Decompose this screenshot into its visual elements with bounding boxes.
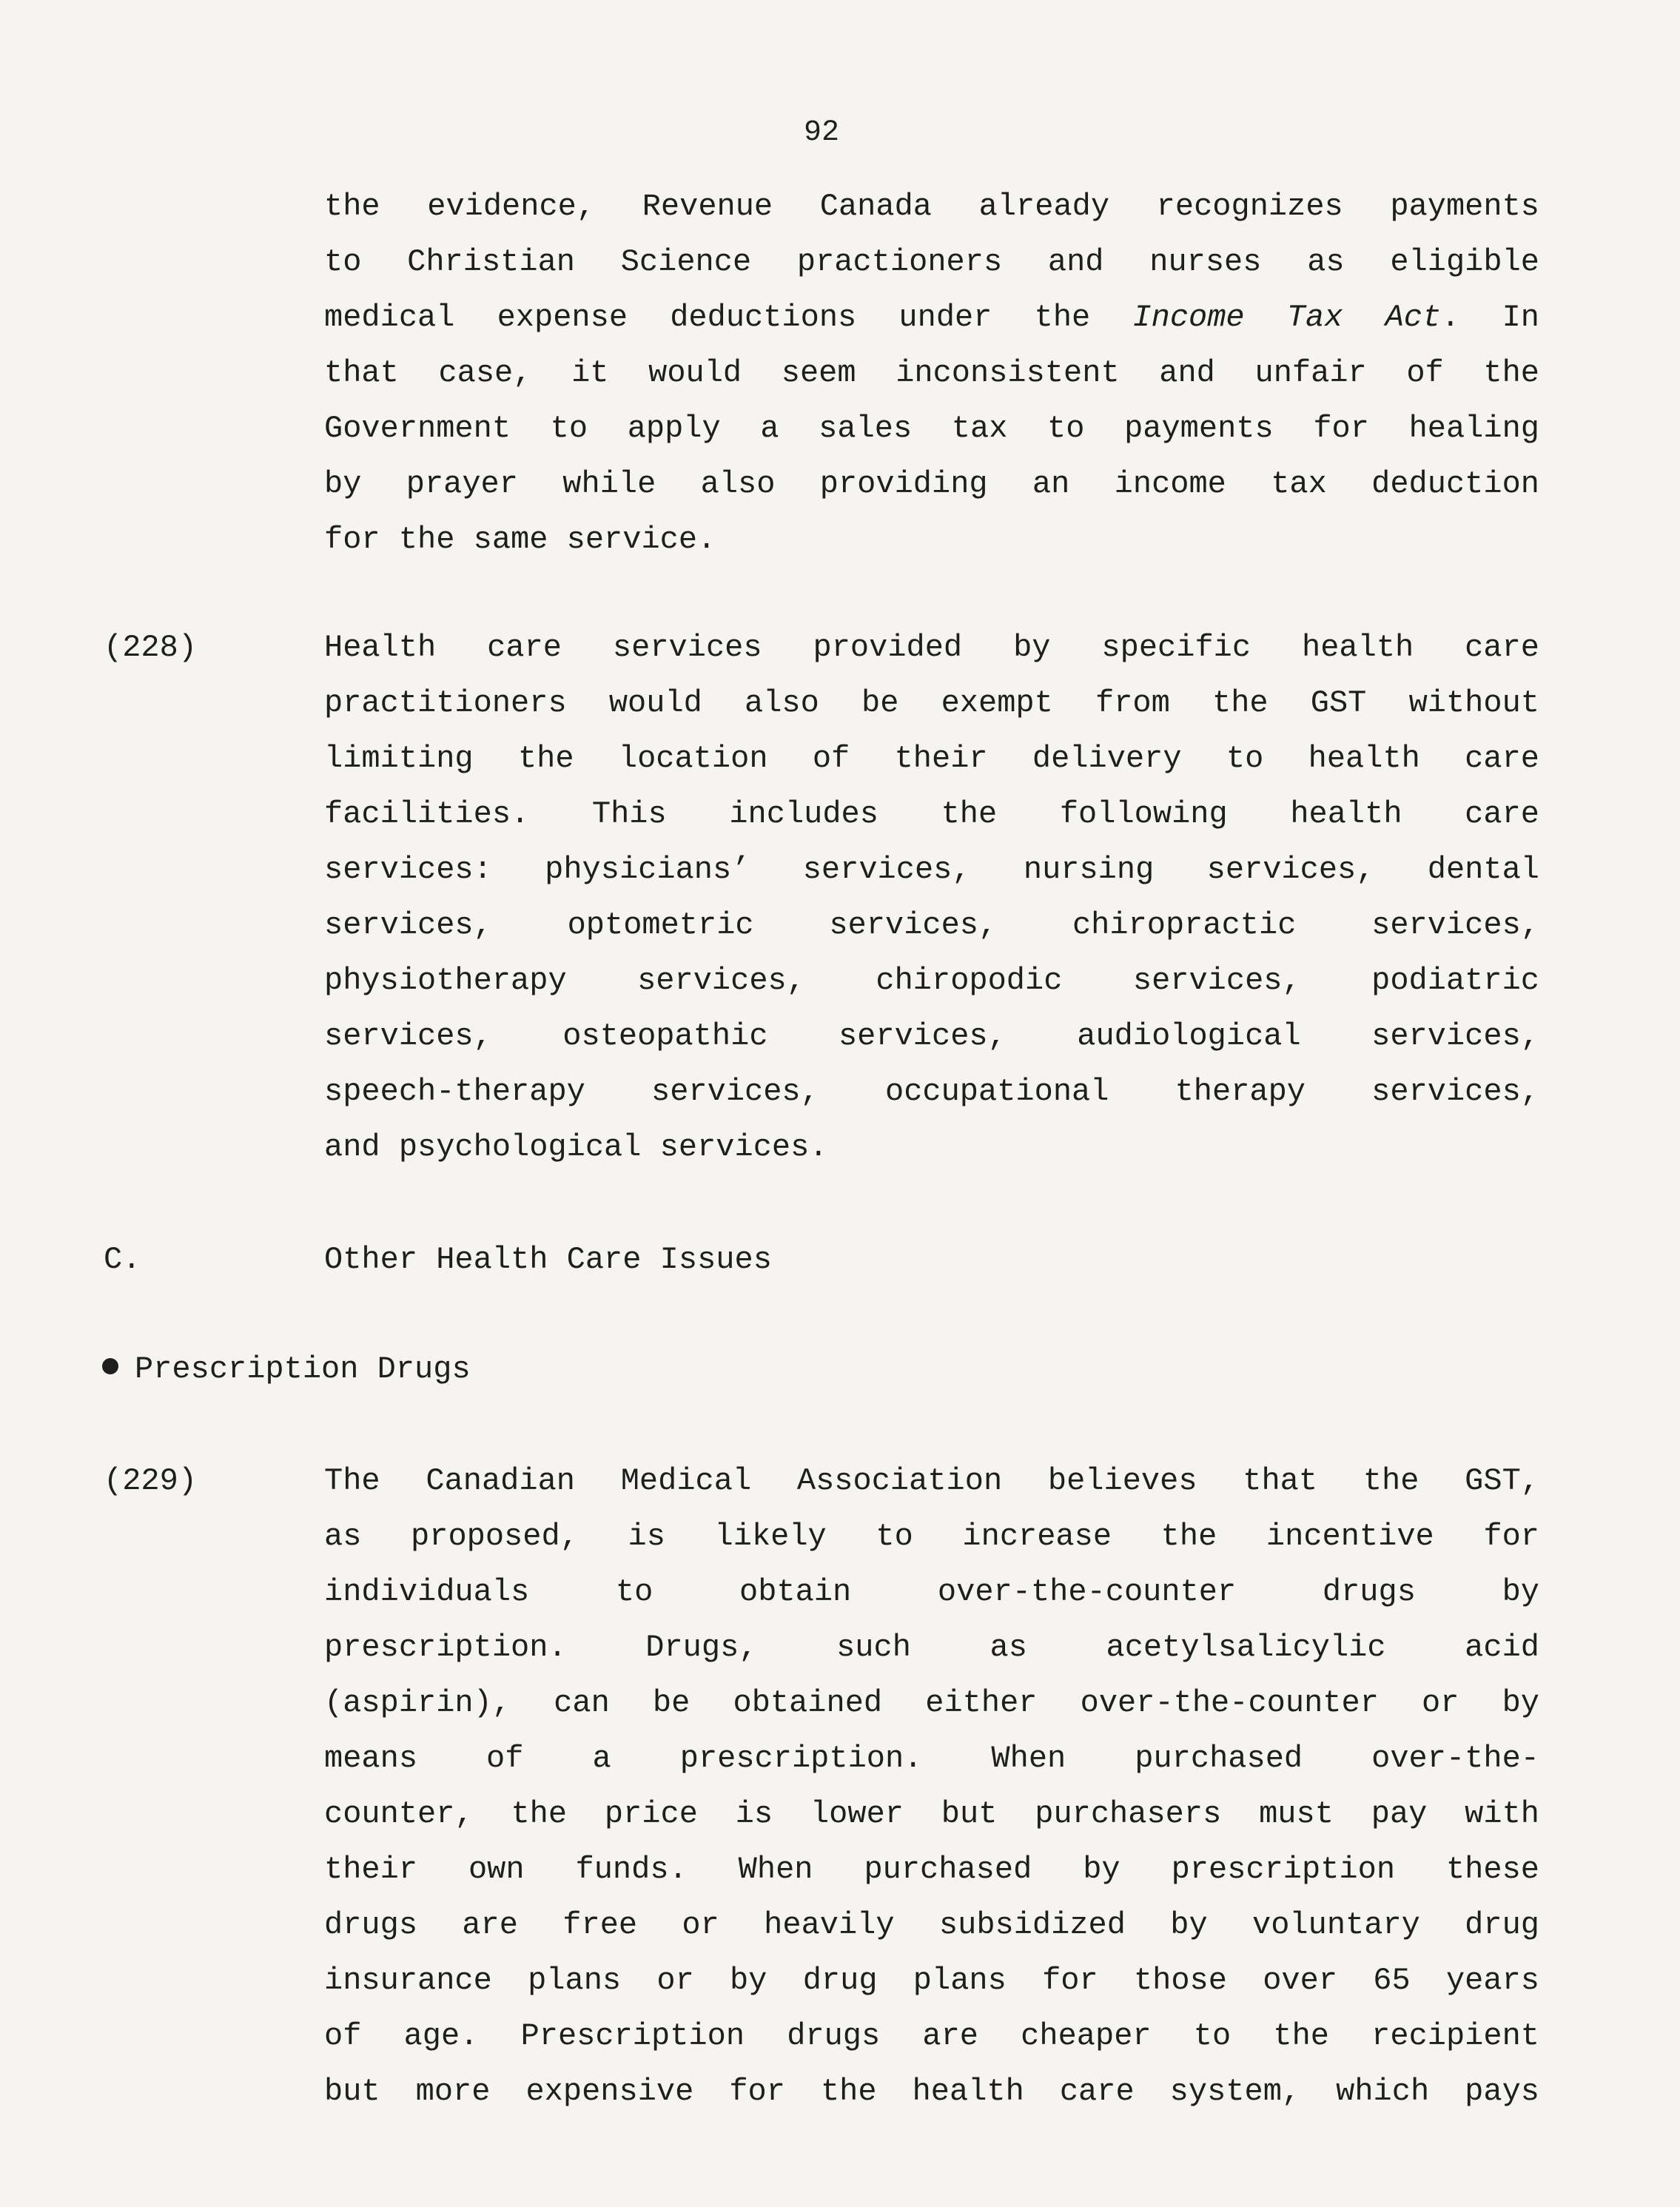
text-line: The Canadian Medical Association believes that the GST, bbox=[324, 1463, 1539, 1499]
text-line: insurance plans or by drug plans for those over 65 years bbox=[324, 1963, 1539, 1998]
section-letter: C. bbox=[104, 1242, 141, 1277]
paragraph-number: (228) bbox=[104, 630, 198, 665]
text-segment: medical expense deductions under the bbox=[324, 300, 1133, 335]
text-line: to Christian Science practioners and nurses as eligible bbox=[324, 244, 1539, 280]
page-number: 92 bbox=[803, 116, 839, 150]
text-line: counter, the price is lower but purchasers must pay with bbox=[324, 1796, 1539, 1832]
text-line: limiting the location of their delivery to health care bbox=[324, 741, 1539, 776]
text-line bbox=[324, 290, 1539, 346]
text-line: for the same service. bbox=[324, 522, 716, 557]
bullet-icon bbox=[102, 1358, 118, 1374]
text-line: drugs are free or heavily subsidized by voluntary drug bbox=[324, 1907, 1539, 1943]
text-line: by prayer while also providing an income tax deduction bbox=[324, 466, 1539, 502]
section-title: Other Health Care Issues bbox=[324, 1242, 772, 1277]
text-line: Government to apply a sales tax to payments for healing bbox=[324, 411, 1539, 446]
paragraph-228 bbox=[324, 620, 1539, 1175]
text-line: services, optometric services, chiropractic services, bbox=[324, 907, 1539, 943]
text-line: as proposed, is likely to increase the incentive for bbox=[324, 1519, 1539, 1554]
text-line: their own funds. When purchased by prescription these bbox=[324, 1852, 1539, 1887]
text-line: and psychological services. bbox=[324, 1129, 828, 1165]
text-line: practitioners would also be exempt from the GST without bbox=[324, 685, 1539, 721]
text-segment: . In bbox=[1441, 300, 1539, 335]
text-line: of age. Prescription drugs are cheaper to the recipient bbox=[324, 2018, 1539, 2054]
act-title: Income Tax Act bbox=[1132, 300, 1442, 335]
text-line: (aspirin), can be obtained either over-the-counter or by bbox=[324, 1685, 1539, 1721]
text-line: Health care services provided by specific health care bbox=[324, 630, 1539, 665]
paragraph-229 bbox=[324, 1454, 1539, 2120]
text-line: speech-therapy services, occupational therapy services, bbox=[324, 1074, 1539, 1109]
text-line: the evidence, Revenue Canada already recognizes payments bbox=[324, 189, 1539, 224]
text-line: that case, it would seem inconsistent and unfair of the bbox=[324, 355, 1539, 391]
paragraph-continuation bbox=[324, 179, 1539, 568]
text-line: means of a prescription. When purchased over-the- bbox=[324, 1741, 1539, 1776]
subsection-heading bbox=[102, 1342, 471, 1397]
subsection-title: Prescription Drugs bbox=[135, 1351, 471, 1387]
paragraph-number: (229) bbox=[104, 1463, 198, 1499]
text-line: but more expensive for the health care system, which pays bbox=[324, 2074, 1539, 2109]
text-line: services: physicians’ services, nursing services, dental bbox=[324, 852, 1539, 887]
text-line: services, osteopathic services, audiological services, bbox=[324, 1018, 1539, 1054]
text-line: physiotherapy services, chiropodic services, podiatric bbox=[324, 963, 1539, 998]
text-line: facilities. This includes the following health care bbox=[324, 796, 1539, 832]
text-line: prescription. Drugs, such as acetylsalicylic acid bbox=[324, 1630, 1539, 1665]
text-line: individuals to obtain over-the-counter drugs by bbox=[324, 1574, 1539, 1610]
